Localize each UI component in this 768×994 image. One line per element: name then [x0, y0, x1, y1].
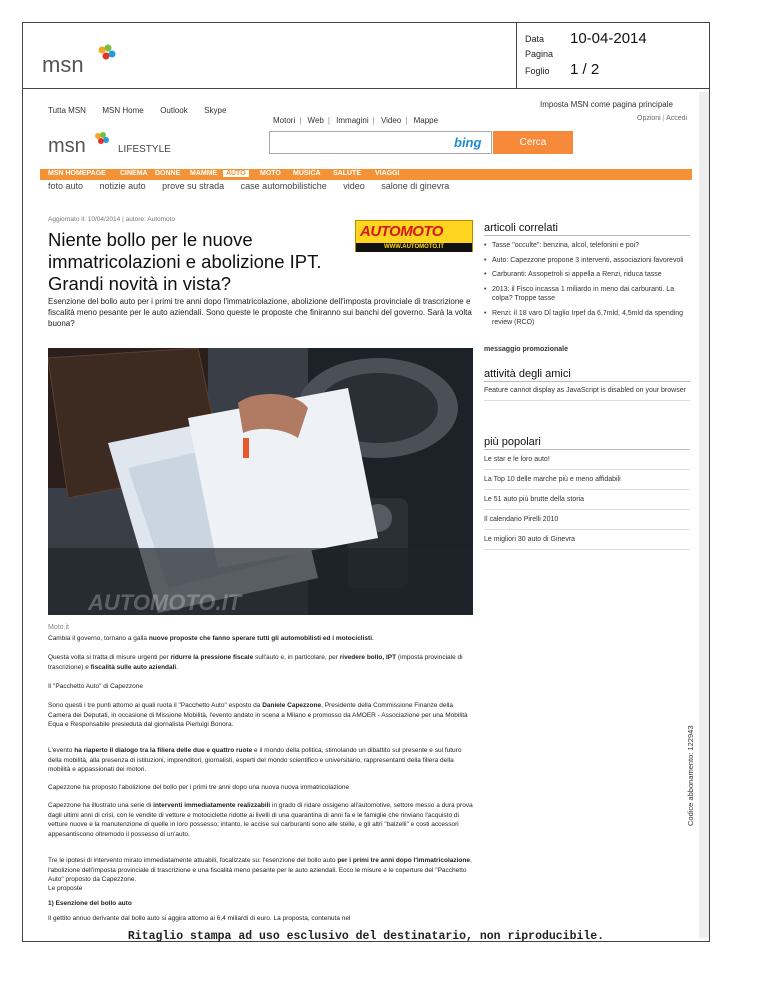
- msn-logo: [42, 40, 122, 76]
- link-immagini[interactable]: Immagini: [336, 116, 369, 125]
- search-button[interactable]: Cerca: [493, 131, 573, 154]
- msn-logo-text: msn: [42, 52, 84, 76]
- paragraph-1: Cambia il governo, tornano a galla nuove proposte che fanno sperare tutti gli automobilisti ed i motociclisti.: [48, 635, 374, 642]
- promo-label: messaggio promozionale: [484, 346, 569, 353]
- cat-musica[interactable]: MUSICA: [293, 170, 321, 177]
- related-title: articoli correlati: [484, 222, 690, 236]
- article-title: Niente bollo per le nuove immatricolazioni e abolizione IPT. Grandi novità in vista?: [48, 229, 322, 294]
- nav-skype[interactable]: Skype: [204, 106, 227, 115]
- paragraph-4: Sono questi i tre punti attorno ai quali ruota il "Pacchetto Auto" esposto da Daniele Capezzone, Presidente della Commissione Finanze della Camera dei Deputati, in occasione di Missione Mobilità, l'evento andato in scena a Milano e promosso da AMOER - Associazione per una Mobilità Equa e Responsabile presieduta dal giornalista Pierluigi Bonora.: [48, 702, 468, 728]
- subnav-video[interactable]: video: [343, 181, 365, 191]
- sub-nav: [48, 181, 463, 191]
- cat-donne[interactable]: DONNE: [155, 170, 181, 177]
- category-nav: [40, 169, 692, 180]
- foglio-label: Foglio: [525, 66, 550, 76]
- subnav-salone[interactable]: salone di ginevra: [381, 181, 450, 191]
- paragraph-10: 1) Esenzione del bollo auto: [48, 900, 132, 907]
- pagina-label: Pagina: [525, 49, 554, 59]
- related-articles: [484, 222, 690, 328]
- related-item[interactable]: • Carburanti: Assopetroli si appella a Renzi, riduca tasse: [484, 270, 690, 280]
- popular-item[interactable]: Le 51 auto più brutte della storia: [484, 490, 690, 510]
- automoto-logo-text: AUTOMOTO: [360, 223, 443, 240]
- article-lead: Esenzione del bollo auto per i primi tre anni dopo l'immatricolazione, abolizione dell'imposta provinciale di trascrizione e fiscalità meno pesante per le auto aziendali. Sono queste le proposte che finiranno sui banchi del governo. Sarà la volta buona?: [48, 297, 472, 328]
- related-item[interactable]: • Tasse "occulte": benzina, alcol, telefonini e poi?: [484, 241, 690, 251]
- set-homepage-link[interactable]: Imposta MSN come pagina principale: [540, 100, 673, 109]
- popular-title: più popolari: [484, 436, 690, 450]
- subnav-foto-auto[interactable]: foto auto: [48, 181, 84, 191]
- related-item[interactable]: • 2013: il Fisco incassa 1 miliardo in meno dai carburanti. La colpa? Troppe tasse: [484, 285, 690, 304]
- most-popular: [484, 436, 690, 550]
- cat-mamme[interactable]: MAMME: [190, 170, 218, 177]
- popular-item[interactable]: Il calendario Pirelli 2010: [484, 510, 690, 530]
- subnav-case[interactable]: case automobilistiche: [240, 181, 327, 191]
- subnav-notizie-auto[interactable]: notizie auto: [99, 181, 146, 191]
- data-value: 10-04-2014: [570, 30, 647, 47]
- search-links: Motori | Web | Immagini | Video | Mappe: [273, 116, 439, 125]
- opzioni-link[interactable]: Opzioni: [637, 115, 661, 122]
- link-video[interactable]: Video: [380, 116, 402, 125]
- link-web[interactable]: Web: [307, 116, 324, 125]
- popular-item[interactable]: La Top 10 delle marche più e meno affidabili: [484, 470, 690, 490]
- nav-outlook[interactable]: Outlook: [160, 106, 188, 115]
- msn-brand-text: msn: [48, 135, 86, 157]
- article-meta: Aggiornato il: 10/04/2014 | autore: Automoto: [48, 216, 176, 223]
- related-item[interactable]: • Renzi: il 18 varo Dl taglio Irpef da 6,7mld, 4,5mld da spending review (RCO): [484, 309, 690, 328]
- bing-logo: bing: [454, 135, 482, 150]
- subscription-code: Codice abbonamento: 122943: [686, 725, 695, 826]
- nav-msn-home[interactable]: MSN Home: [102, 106, 144, 115]
- options-signin: Opzioni | Accedi: [637, 115, 688, 122]
- link-mappe[interactable]: Mappe: [413, 116, 439, 125]
- lifestyle-section-text: LIFESTYLE: [118, 144, 171, 155]
- paragraph-9: Le proposte: [48, 885, 83, 892]
- cat-salute[interactable]: SALUTE: [333, 170, 361, 177]
- cat-auto[interactable]: AUTO: [223, 170, 249, 177]
- cat-moto[interactable]: MOTO: [260, 170, 281, 177]
- foglio-value: 1 / 2: [570, 61, 600, 78]
- friends-activity: [484, 368, 690, 401]
- article-photo: [48, 348, 473, 615]
- paragraph-6: Capezzone ha proposto l'abolizione del bollo per i primi tre anni dopo una nuova nuova immatricolazione: [48, 784, 350, 791]
- data-label: Data: [525, 34, 545, 44]
- paragraph-8: Tre le ipotesi di intervento mirato immediatamente attuabili, focalizzate su: l'esenzione del bollo auto per i primi tre anni dopo l'immatricolazione, l'abolizione dell'imposta provinciale di trascrizione e una fiscalità meno pesante per le auto aziendali. Ecco le misure e le coperture del "Pacchetto Auto" proposto da Capezzone.: [48, 857, 472, 883]
- clipping-footer: Ritaglio stampa ad uso esclusivo del destinatario, non riproducibile.: [127, 930, 605, 943]
- link-motori[interactable]: Motori: [273, 116, 296, 125]
- photo-watermark: AUTOMOTO.IT: [88, 590, 242, 615]
- msn-lifestyle-logo[interactable]: [48, 130, 188, 160]
- automoto-logo[interactable]: [355, 220, 473, 252]
- popular-item[interactable]: Le migliori 30 auto di Ginevra: [484, 530, 690, 550]
- paragraph-3: Il "Pacchetto Auto" di Capezzone: [48, 683, 143, 690]
- paragraph-11: Il gettito annuo derivante dal bollo auto si aggira attorno ai 6,4 miliardi di euro. La proposta, contenuta nel: [48, 915, 351, 922]
- side-scrollbar: [699, 92, 709, 938]
- cat-cinema[interactable]: CINEMA: [120, 170, 148, 177]
- cat-viaggi[interactable]: VIAGGI: [375, 170, 400, 177]
- header-separator: [22, 88, 710, 89]
- paragraph-2: Questa volta si tratta di misure urgenti per ridurre la pressione fiscale sull'auto e, in particolare, per rivedere bollo, IPT (imposta provinciale di trascrizione) e fiscalità sulle auto aziendali.: [48, 654, 463, 671]
- friends-title: attività degli amici: [484, 368, 690, 382]
- accedi-link[interactable]: Accedi: [666, 115, 688, 122]
- nav-tutta-msn[interactable]: Tutta MSN: [48, 106, 86, 115]
- cat-msn-homepage[interactable]: MSN HOMEPAGE: [48, 170, 106, 177]
- photo-credit: Moto.it: [48, 624, 70, 631]
- friends-text: Feature cannot display as JavaScript is disabled on your browser: [484, 386, 690, 401]
- paragraph-5: L'evento ha riaperto il dialogo tra la filiera delle due e quattro ruote e il mondo della politica, stimolando un dibattito sul presente e sul futuro della mobilità, alla presenza di istituzioni, imprenditori, giornalisti, esperti del mondo scientifico e universitario, rappresentanti della filiera della mobilità e appassionati dei motori.: [48, 747, 462, 773]
- automoto-url: WWW.AUTOMOTO.IT: [356, 243, 472, 252]
- top-nav: [48, 100, 238, 118]
- paragraph-7: Capezzone ha illustrato una serie di interventi immediatamente realizzabili in grado di ridare ossigeno all'automotive, settore messo a dura prova dagli ultimi anni di crisi, con le vendite di vetture e motociclette ridotte ai livelli di una quarantina di anni fa e le famiglie che rinviano l'acquisto di vetture nuove e la manutenzione di quelle in loro possesso; intanto, le accise sui carburanti sono alle stelle, e gli altri "balzelli" e costi accessori appesantiscono oltremodo il possesso di un'auto.: [48, 802, 473, 838]
- subnav-prove[interactable]: prove su strada: [162, 181, 225, 191]
- header-divider: [516, 22, 517, 88]
- popular-item[interactable]: Le star e le loro auto!: [484, 450, 690, 470]
- related-item[interactable]: • Auto: Capezzone propone 3 interventi, associazioni favorevoli: [484, 256, 690, 266]
